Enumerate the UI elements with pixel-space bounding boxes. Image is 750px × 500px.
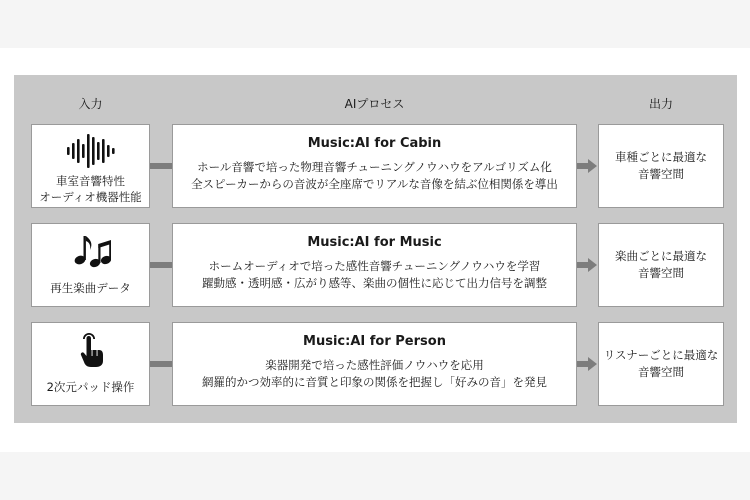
header-output: 出力: [648, 97, 673, 111]
input-label-line: 車室音響特性: [56, 174, 125, 188]
input-label-line: 再生楽曲データ: [50, 281, 131, 295]
process-line: 全スピーカーからの音波が全座席でリアルな音像を結ぶ位相関係を導出: [191, 177, 558, 191]
input-box-music: [31, 223, 150, 307]
input-label: [32, 173, 149, 205]
input-box-person: [31, 322, 150, 406]
process-line: 楽器開発で培った感性評価ノウハウを応用: [265, 358, 484, 372]
process-description: [173, 258, 576, 292]
input-label: [32, 280, 149, 296]
output-label-line: 音響空間: [638, 365, 684, 379]
touch-hand-icon: [32, 331, 149, 367]
process-box-cabin: [172, 124, 577, 208]
process-title: Music:AI for Person: [303, 334, 446, 349]
output-label: [599, 149, 723, 183]
top-band: [0, 0, 750, 48]
output-box-music: [598, 223, 724, 307]
process-description: [173, 159, 576, 193]
connector: [150, 361, 172, 367]
process-title: Music:AI for Cabin: [307, 136, 442, 151]
input-label-line: 2次元パッド操作: [46, 380, 135, 394]
process-title: Music:AI for Music: [307, 235, 442, 250]
process-box-person: [172, 322, 577, 406]
output-label-line: 車種ごとに最適な: [615, 150, 707, 164]
output-label-line: 音響空間: [638, 167, 684, 181]
connector: [150, 262, 172, 268]
output-label: [599, 347, 723, 381]
output-label-line: 楽曲ごとに最適な: [615, 249, 707, 263]
output-label-line: 音響空間: [638, 266, 684, 280]
arrow-right-icon: [588, 258, 597, 272]
output-box-cabin: [598, 124, 724, 208]
input-label-line: オーディオ機器性能: [39, 190, 142, 204]
output-label: [599, 248, 723, 282]
output-box-person: [598, 322, 724, 406]
input-box-cabin: [31, 124, 150, 208]
process-description: [173, 357, 576, 391]
music-notes-icon: [32, 232, 149, 268]
arrow-right-icon: [588, 159, 597, 173]
waveform-icon: [32, 133, 149, 169]
process-line: 網羅的かつ効率的に音質と印象の関係を把握し「好みの音」を発見: [202, 375, 547, 389]
bottom-band: [0, 452, 750, 500]
process-line: ホームオーディオで培った感性音響チューニングノウハウを学習: [208, 259, 541, 273]
arrow-right-icon: [588, 357, 597, 371]
process-line: 躍動感・透明感・広がり感等、楽曲の個性に応じて出力信号を調整: [202, 276, 547, 290]
connector: [150, 163, 172, 169]
header-process: AIプロセス: [344, 97, 405, 111]
header-input: 入力: [78, 97, 103, 111]
process-box-music: [172, 223, 577, 307]
output-label-line: リスナーごとに最適な: [603, 348, 719, 362]
input-label: [32, 379, 149, 395]
process-line: ホール音響で培った物理音響チューニングノウハウをアルゴリズム化: [197, 160, 552, 174]
